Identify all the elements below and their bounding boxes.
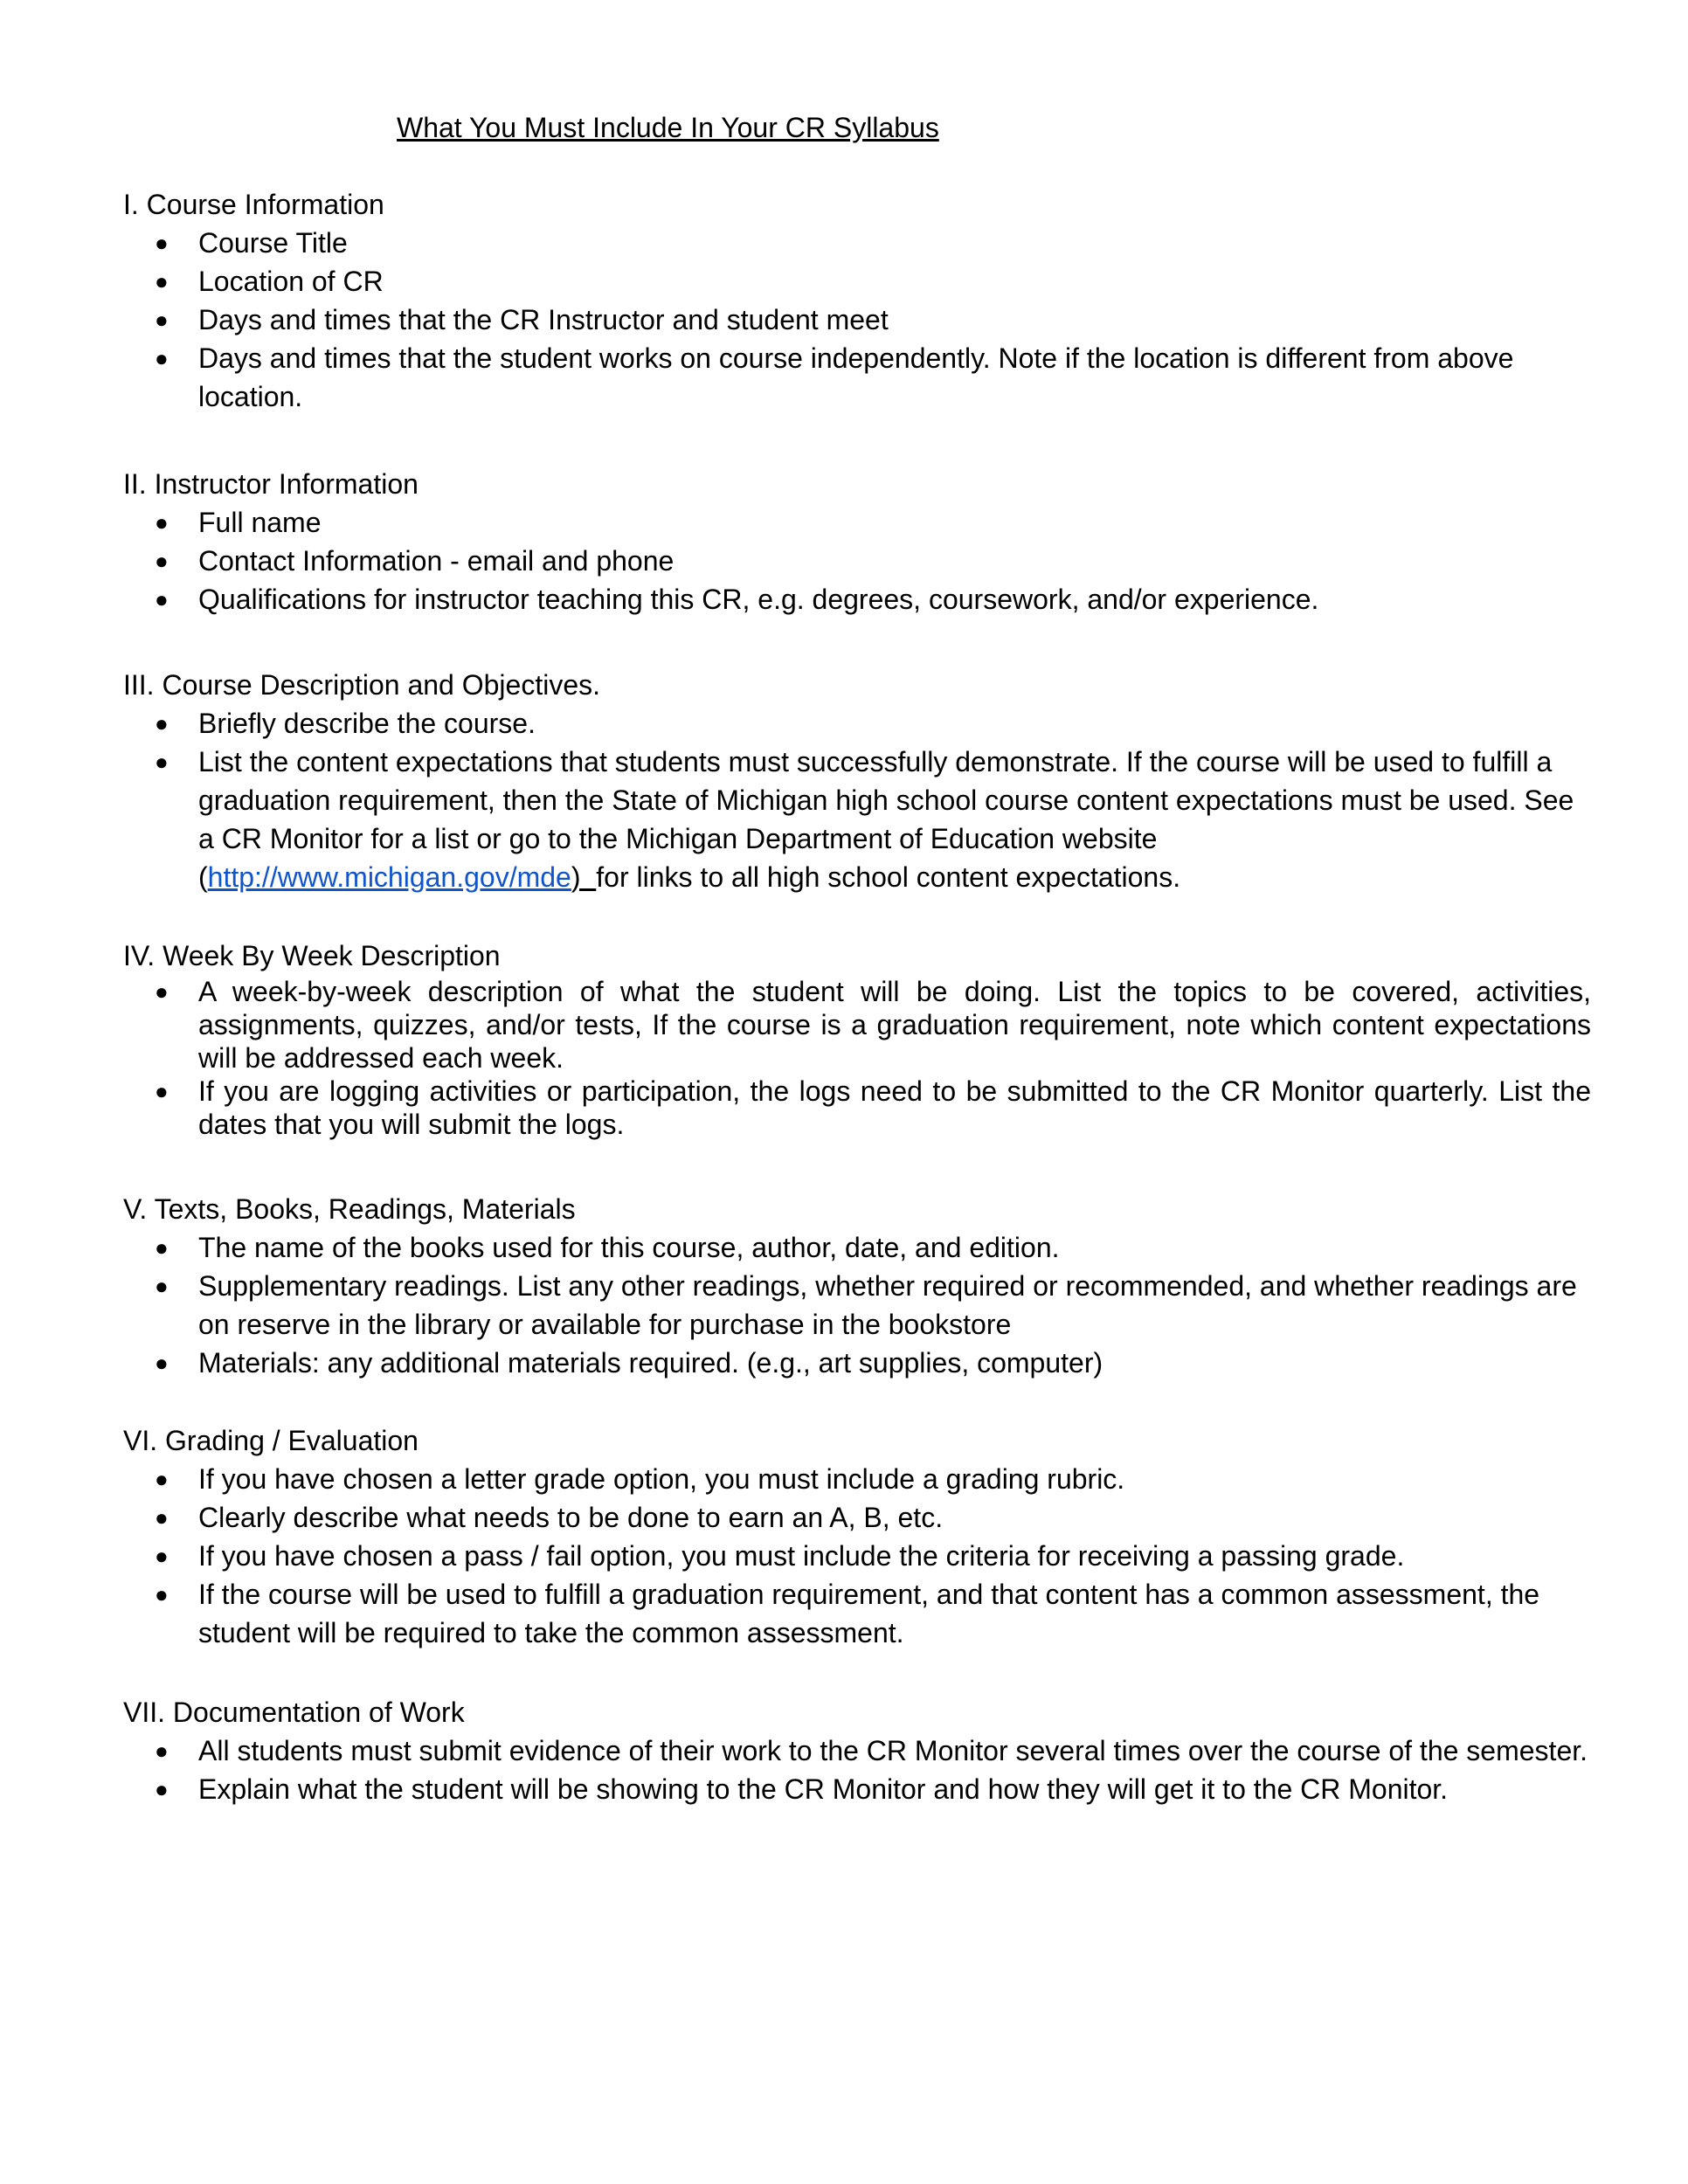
bullet-list (123, 1731, 1591, 1808)
bullet-icon: ● (155, 1273, 169, 1299)
bullet-icon: ● (155, 1738, 169, 1764)
bullet-icon: ● (155, 1581, 169, 1607)
list-item: ● Days and times that the student works on course independently. Note if the location is different from above location. (123, 339, 1591, 416)
section-texts-books (123, 1190, 1591, 1382)
section-heading: IV. Week By Week Description (123, 940, 501, 971)
bullet-icon: ● (155, 710, 169, 736)
bullet-icon: ● (155, 978, 169, 1005)
bullet-icon: ● (155, 1078, 169, 1104)
list-item: ● Qualifications for instructor teaching this CR, e.g. degrees, coursework, and/or experience. (123, 580, 1591, 619)
bullet-icon: ● (155, 1504, 169, 1531)
bullet-icon: ● (155, 1543, 169, 1569)
section-heading: V. Texts, Books, Readings, Materials (123, 1193, 576, 1225)
bullet-icon: ● (155, 749, 169, 775)
section-instructor-information (123, 465, 1591, 619)
bullet-icon: ● (155, 1466, 169, 1492)
bullet-icon: ● (155, 1776, 169, 1802)
section-heading: III. Course Description and Objectives. (123, 669, 601, 701)
list-item: ● A week-by-week description of what the student will be doing. List the topics to be covered, activities, assignments, quizzes, and/or tests, If the course is a graduation requirement, note which content expectations will be addressed each week. (155, 976, 1591, 1074)
list-item: ● Location of CR (123, 262, 1591, 301)
list-item: ● If the course will be used to fulfill a graduation requirement, and that content has a common assessment, the student will be required to take the common assessment. (123, 1575, 1591, 1652)
document-title: What You Must Include In Your CR Syllabus (397, 112, 939, 143)
list-item: ● All students must submit evidence of their work to the CR Monitor several times over the course of the semester. (123, 1731, 1591, 1770)
section-heading: VI. Grading / Evaluation (123, 1425, 419, 1456)
list-item: ● Contact Information - email and phone (123, 542, 1591, 580)
list-item: ● If you are logging activities or participation, the logs need to be submitted to the CR Monitor quarterly. List the dates that you will submit the logs. (155, 1075, 1591, 1140)
list-item: ● Explain what the student will be showing to the CR Monitor and how they will get it to the CR Monitor. (123, 1770, 1591, 1808)
section-course-information (123, 185, 1591, 416)
bullet-icon: ● (155, 1234, 169, 1261)
list-item: ● Full name (123, 503, 1591, 542)
list-item: ● The name of the books used for this course, author, date, and edition. (123, 1228, 1591, 1267)
bullet-icon: ● (155, 307, 169, 333)
list-item: ● Materials: any additional materials required. (e.g., art supplies, computer) (123, 1344, 1591, 1382)
list-item: ● Supplementary readings. List any other readings, whether required or recommended, and whether readings are on reserve in the library or available for purchase in the bookstore (123, 1267, 1591, 1344)
section-heading: I. Course Information (123, 189, 384, 220)
section-heading: II. Instructor Information (123, 468, 419, 500)
bullet-icon: ● (155, 586, 169, 612)
list-item: ● List the content expectations that students must successfully demonstrate. If the course will be used to fulfill a graduation requirement, then the State of Michigan high school course content expectations must be used. See a CR Monitor for a list or go to the Michigan Department of Education website (http://www.michigan.gov/mde) for links to all high school content expectations. (123, 743, 1591, 896)
bullet-list (123, 1460, 1591, 1652)
bullet-icon: ● (155, 548, 169, 574)
list-item: ● Days and times that the CR Instructor and student meet (123, 301, 1591, 339)
bullet-icon: ● (155, 230, 169, 256)
bullet-list (123, 503, 1591, 619)
list-item: ● Clearly describe what needs to be done to earn an A, B, etc. (123, 1498, 1591, 1537)
section-course-description (123, 666, 1591, 896)
section-grading-evaluation (123, 1421, 1591, 1652)
section-heading: VII. Documentation of Work (123, 1697, 465, 1728)
bullet-icon: ● (155, 268, 169, 294)
bullet-icon: ● (155, 345, 169, 371)
list-item: ● Course Title (123, 224, 1591, 262)
bullet-list (123, 704, 1591, 896)
list-item: ● If you have chosen a pass / fail option, you must include the criteria for receiving a passing grade. (123, 1537, 1591, 1575)
bullet-list (123, 1228, 1591, 1382)
list-item: ● If you have chosen a letter grade option, you must include a grading rubric. (123, 1460, 1591, 1498)
section-week-by-week (123, 936, 1591, 1141)
bullet-icon: ● (155, 509, 169, 536)
mde-website-link[interactable]: http://www.michigan.gov/mde (207, 861, 571, 893)
bullet-icon: ● (155, 1350, 169, 1376)
list-item: ● Briefly describe the course. (123, 704, 1591, 743)
section-documentation-of-work (123, 1693, 1591, 1808)
bullet-list (123, 224, 1591, 416)
bullet-list (123, 975, 1591, 1141)
